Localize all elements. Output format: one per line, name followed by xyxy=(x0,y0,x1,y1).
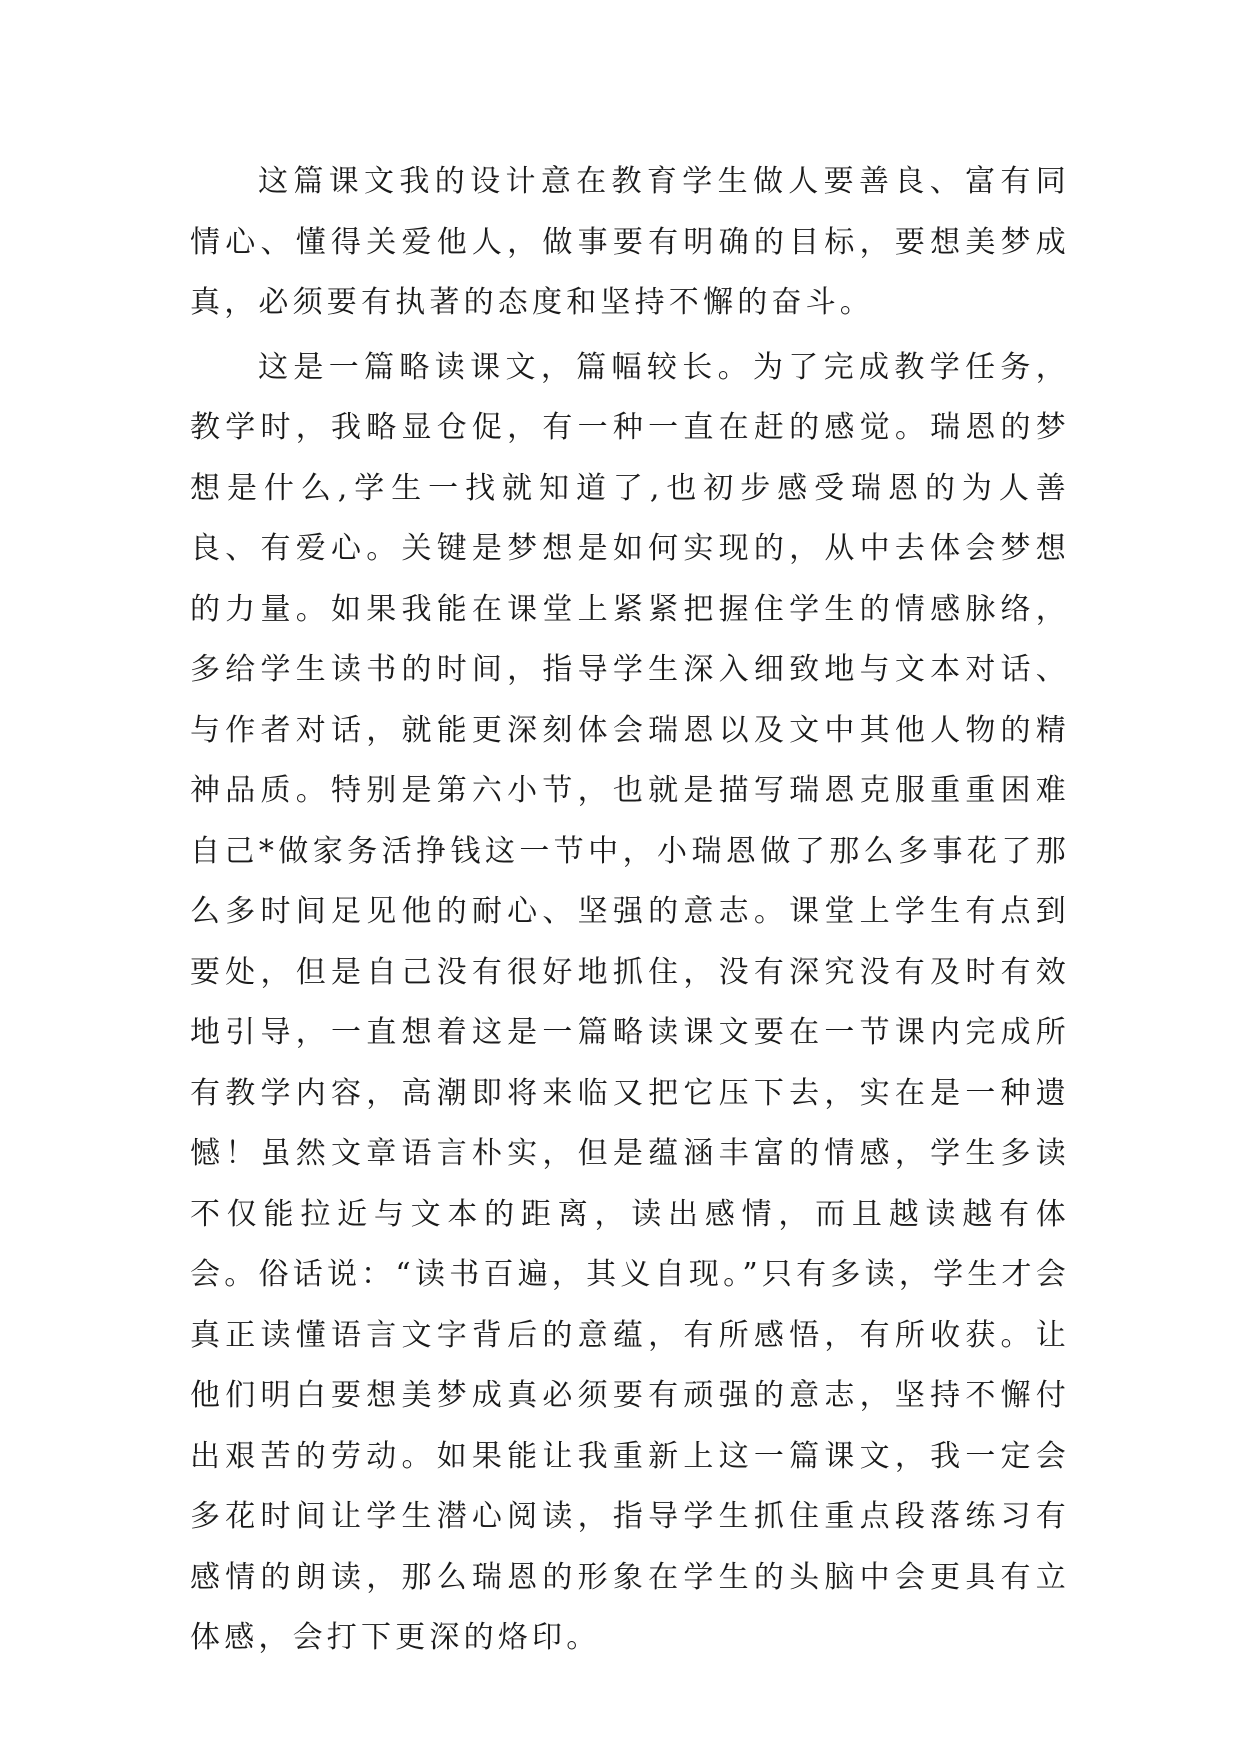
paragraph-1: 这篇课文我的设计意在教育学生做人要善良、富有同情心、懂得关爱他人，做事要有明确的目标，要想美梦成真，必须要有执著的态度和坚持不懈的奋斗。 xyxy=(190,164,1070,320)
paragraph-2: 这是一篇略读课文，篇幅较长。为了完成教学任务，教学时，我略显仓促，有一种一直在赶的感觉。瑞恩的梦想是什么,学生一找就知道了,也初步感受瑞恩的为人善良、有爱心。关键是梦想是如何实现的，从中去体会梦想的力量。如果我能在课堂上紧紧把握住学生的情感脉络，多给学生读书的时间，指导学生深入细致地与文本对话、与作者对话，就能更深刻体会瑞恩以及文中其他人物的精神品质。特别是第六小节，也就是描写瑞恩克服重重困难自己*做家务活挣钱这一节中，小瑞恩做了那么多事花了那么多时间足见他的耐心、坚强的意志。课堂上学生有点到要处，但是自己没有很好地抓住，没有深究没有及时有效地引导，一直想着这是一篇略读课文要在一节课内完成所有教学内容，高潮即将来临又把它压下去，实在是一种遗憾！虽然文章语言朴实，但是蕴涵丰富的情感，学生多读不仅能拉近与文本的距离，读出感情，而且越读越有体会。俗话说：“读书百遍，其义自现。”只有多读，学生才会真正读懂语言文字背后的意蕴，有所感悟，有所收获。让他们明白要想美梦成真必须要有顽强的意志，坚持不懈付出艰苦的劳动。如果能让我重新上这一篇课文，我一定会多花时间让学生潜心阅读，指导学生抓住重点段落练习有感情的朗读，那么瑞恩的形象在学生的头脑中会更具有立体感，会打下更深的烙印。 xyxy=(190,349,1070,1655)
document-body xyxy=(190,152,1070,1673)
